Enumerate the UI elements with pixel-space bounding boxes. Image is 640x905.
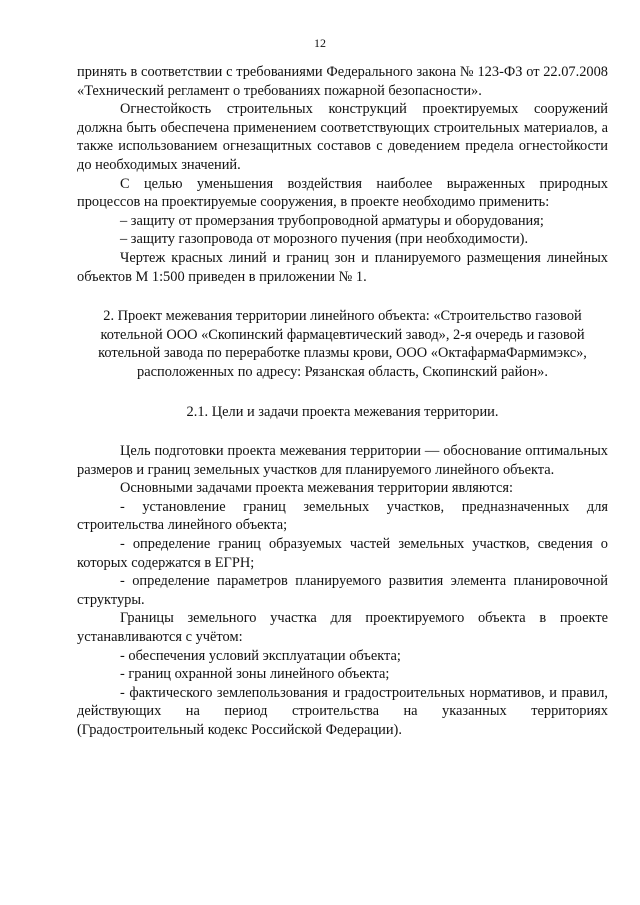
list-item-parts-boundaries: - определение границ образуемых частей земельных участков, сведения о которых содержатся в ЕГРН; [77, 536, 608, 571]
subsection-heading: 2.1. Цели и задачи проекта межевания территории. [186, 403, 499, 420]
list-item-freeze-protection: – защиту от промерзания трубопроводной арматуры и оборудования; [120, 212, 544, 229]
paragraph-main-tasks: Основными задачами проекта межевания территории являются: [120, 480, 513, 497]
paragraph-red-lines-drawing: Чертеж красных линий и границ зон и планируемого размещения линейных объектов М 1:500 приведен в приложении № 1. [77, 249, 608, 285]
list-item-boundaries: - установление границ земельных участков, предназначенных для строительства линейного объекта; [77, 498, 608, 534]
paragraph-natural-processes: С целью уменьшения воздействия наиболее выраженных природных процессов на проектируемые сооружения, в проекте необходимо применить: [77, 175, 608, 211]
list-item-operation-conditions: - обеспечения условий эксплуатации объекта; [120, 647, 401, 664]
paragraph-fire-law: принять в соответствии с требованиями Федерального закона № 123-ФЗ от 22.07.2008 «Технический регламент о требованиях пожарной безопасности». [77, 64, 608, 99]
list-item-frost-heave: – защиту газопровода от морозного пучения (при необходимости). [120, 231, 529, 248]
page-number: 12 [314, 36, 326, 50]
paragraph-fire-resistance: Огнестойкость строительных конструкций проектируемых сооружений должна быть обеспечена применением соответствующих строительных материалов, а также использованием огнезащитных составов с доведением предела огнестойкости до необходимых значений. [77, 101, 608, 173]
paragraph-boundaries-criteria: Границы земельного участка для проектируемого объекта в проекте устанавливаются с учётом: [77, 610, 608, 646]
list-item-parameters: - определение параметров планируемого развития элемента планировочной структуры. [77, 573, 608, 608]
section-heading: 2. Проект межевания территории линейного объекта: «Строительство газовой котельной ООО «Скопинский фармацевтический завод», 2-я очередь и газовой котельной завода по переработке плазмы крови, ООО «ОктафармаФармимэкс», расположенных по адресу: Рязанская область, Скопинский район». [98, 308, 587, 380]
document-body [77, 63, 608, 740]
list-item-actual-land-use: - фактического землепользования и градостроительных нормативов, и правил, действующих на период строительства на указанных территориях (Градостроительный кодекс Российской Федерации). [77, 684, 608, 738]
paragraph-goal: Цель подготовки проекта межевания территории — обоснование оптимальных размеров и границ земельных участков для планируемого линейного объекта. [77, 443, 608, 478]
list-item-protection-zone: - границ охранной зоны линейного объекта; [120, 666, 390, 683]
